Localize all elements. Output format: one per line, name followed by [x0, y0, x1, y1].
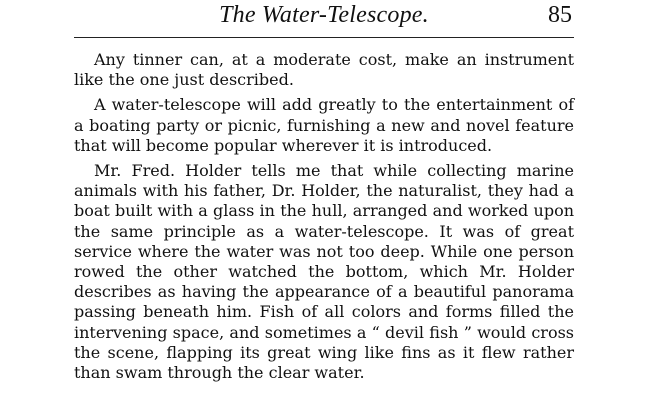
header-rule: [74, 37, 574, 38]
running-title: The Water-Telescope.: [219, 2, 429, 28]
paragraph-boating-party: A water-telescope will add greatly to the entertainment of a boating party or picnic, furnishing a new and novel feature that will become popular wherever it is introduced.: [74, 95, 574, 155]
running-header: [74, 0, 574, 30]
paragraph-holder-account: Mr. Fred. Holder tells me that while collecting marine animals with his father, Dr. Holder, the naturalist, they had a boat built with a glass in the hull, arranged and worked upon the same principle as a water-telescope. It was of great service where the water was not too deep. While one person rowed the other watched the bottom, which Mr. Holder describes as having the appearance of a beautiful panorama passing beneath him. Fish of all colors and forms filled the intervening space, and sometimes a “ devil fish ” would cross the scene, flapping its great wing like fins as it flew rather than swam through the clear water.: [74, 161, 574, 383]
body-text: [74, 50, 574, 383]
paragraph-tinner: Any tinner can, at a moderate cost, make an instrument like the one just described.: [74, 50, 574, 90]
page-number: 85: [548, 2, 572, 28]
